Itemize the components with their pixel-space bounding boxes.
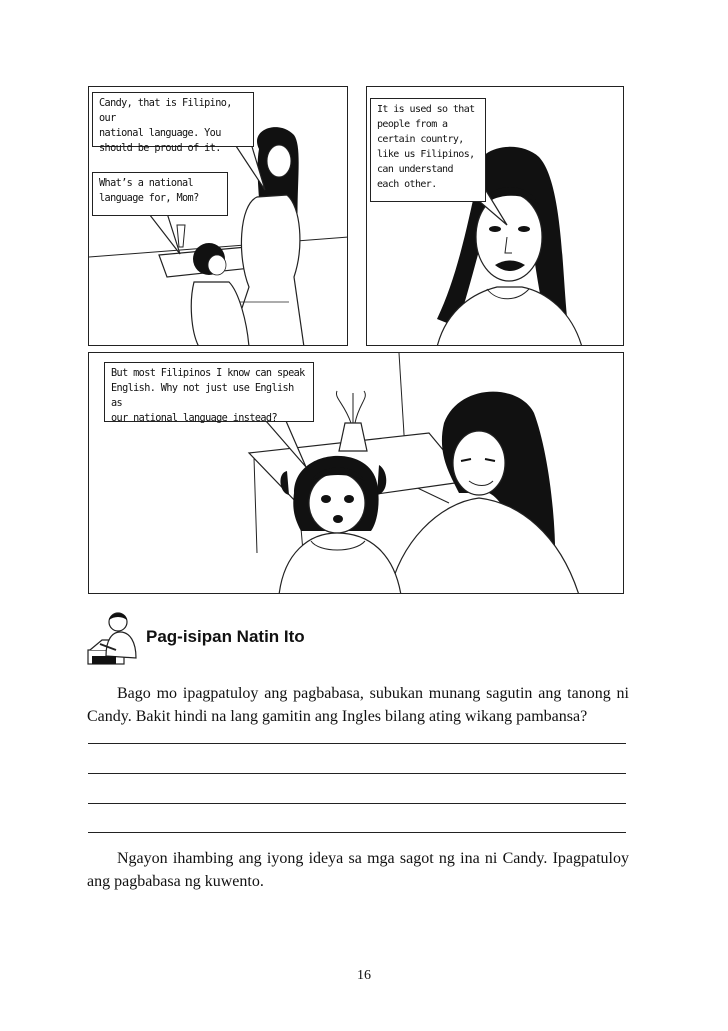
speech-bubble-mother-1: Candy, that is Filipino, our national language. You should be proud of it. (92, 92, 254, 147)
question-paragraph: Bago mo ipagpatuloy ang pagbabasa, subukan munang sagutin ang tanong ni Candy. Bakit hindi na lang gamitin ang Ingles bilang ating wikang pambansa? (87, 685, 629, 725)
section-title: Pag-isipan Natin Ito (146, 627, 305, 646)
page-number: 16 (357, 968, 371, 983)
speech-tail-girl-2 (250, 415, 370, 495)
answer-line[interactable] (88, 773, 626, 774)
speech-bubble-mother-2: It is used so that people from a certain country, like us Filipinos, can understand each other. (370, 98, 486, 202)
answer-line[interactable] (88, 803, 626, 804)
answer-line[interactable] (88, 743, 626, 744)
closing-paragraph: Ngayon ihambing ang iyong ideya sa mga sagot ng ina ni Candy. Ipagpatuloy ang pagbabasa ng kuwento. (87, 850, 629, 890)
speech-bubble-girl-2: But most Filipinos I know can speak English. Why not just use English as our national language instead? (104, 362, 314, 422)
reading-person-icon (86, 610, 142, 668)
speech-bubble-girl-1: What’s a national language for, Mom? (92, 172, 228, 216)
speech-tail-girl (140, 206, 220, 286)
answer-line[interactable] (88, 832, 626, 833)
